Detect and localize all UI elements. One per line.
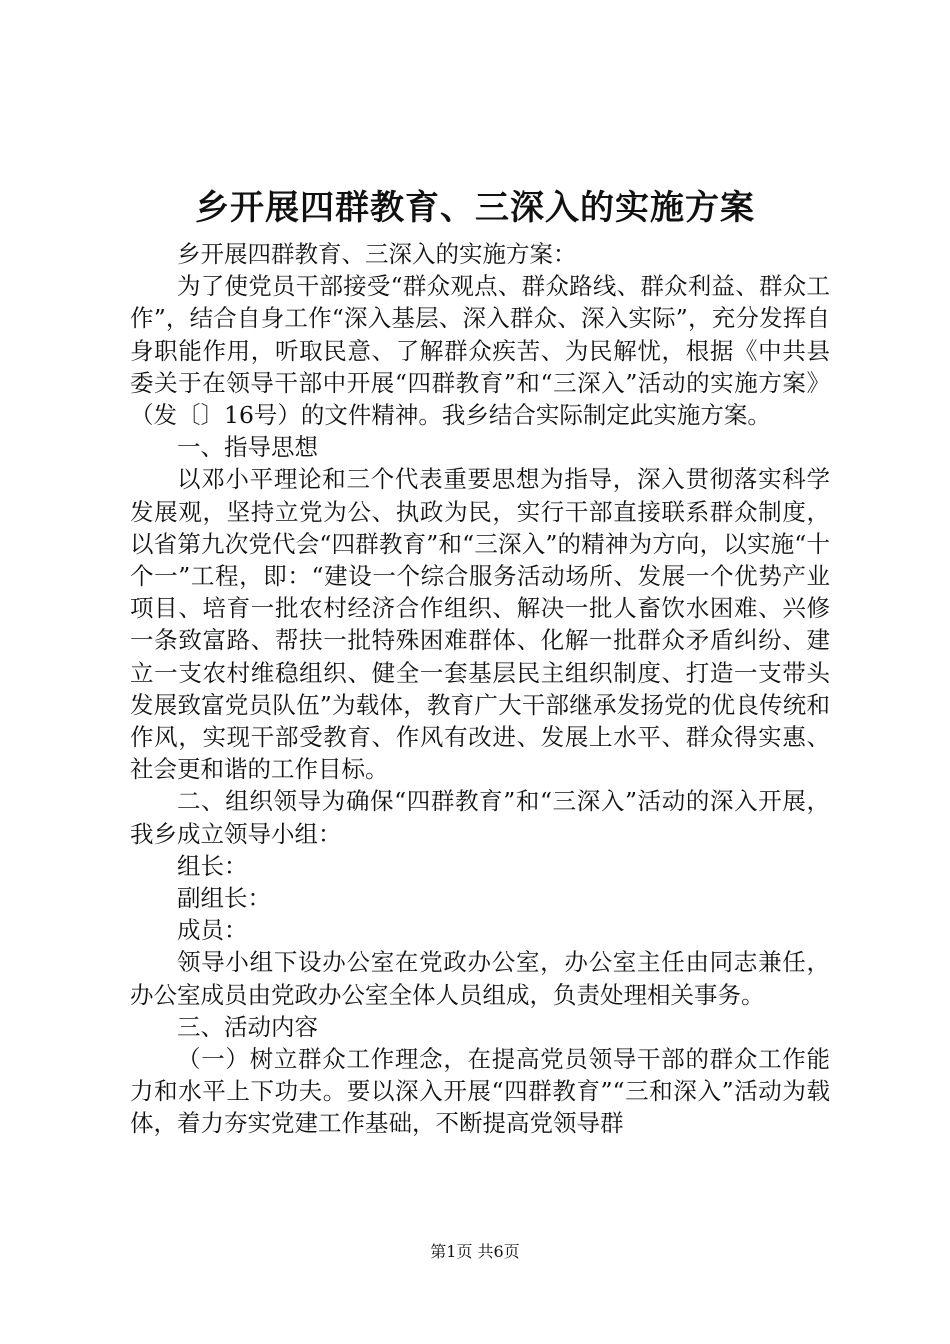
line-members: 成员： [177, 916, 248, 945]
paragraph-organization-leadership: 二、组织领导为确保“四群教育”和“三深入”活动的深入开展，我乡成立领导小组： [130, 787, 830, 848]
document-body [130, 238, 830, 1140]
section-heading-guiding-ideology: 一、指导思想 [177, 433, 318, 462]
paragraph-guiding-ideology: 以邓小平理论和三个代表重要思想为指导，深入贯彻落实科学发展观，坚持立党为公、执政为民，实行干部直接联系群众制度，以省第九次党代会“四群教育”和“三深入”的精神为方向，以实施“十个一”工程，即：“建设一个综合服务活动场所、发展一个优势产业项目、培育一批农村经济合作组织、解决一批人畜饮水困难、兴修一条致富路、帮扶一批特殊困难群体、化解一批群众矛盾纠纷、建立一支农村维稳组织、健全一套基层民主组织制度、打造一支带头发展致富党员队伍”为载体，教育广大干部继承发扬党的优良传统和作风，实现干部受教育、作风有改进、发展上水平、群众得实惠、社会更和谐的工作目标。 [130, 465, 830, 784]
line-group-leader: 组长： [177, 851, 248, 880]
line-deputy-leader: 副组长： [177, 884, 271, 913]
paragraph-purpose: 为了使党员干部接受“群众观点、群众路线、群众利益、群众工作”，结合自身工作“深入基层、深入群众、深入实际”，充分发挥自身职能作用，听取民意、了解群众疾苦、为民解忧，根据《中共县委关于在领导干部中开展“四群教育”和“三深入”活动的实施方案》（发〔〕16号）的文件精神。我乡结合实际制定此实施方案。 [130, 272, 830, 430]
document-title: 乡开展四群教育、三深入的实施方案 [195, 188, 755, 228]
page-footer: 第1页 共6页 [430, 1242, 520, 1261]
paragraph-intro: 乡开展四群教育、三深入的实施方案： [177, 240, 577, 268]
section-heading-activity-content: 三、活动内容 [177, 1012, 318, 1041]
paragraph-activity-one: （一）树立群众工作理念，在提高党员领导干部的群众工作能力和水平上下功夫。要以深入开展“四群教育”“三和深入”活动为载体，着力夯实党建工作基础，不断提高党领导群 [130, 1045, 830, 1138]
paragraph-office: 领导小组下设办公室在党政办公室，办公室主任由同志兼任，办公室成员由党政办公室全体人员组成，负责处理相关事务。 [130, 948, 830, 1009]
